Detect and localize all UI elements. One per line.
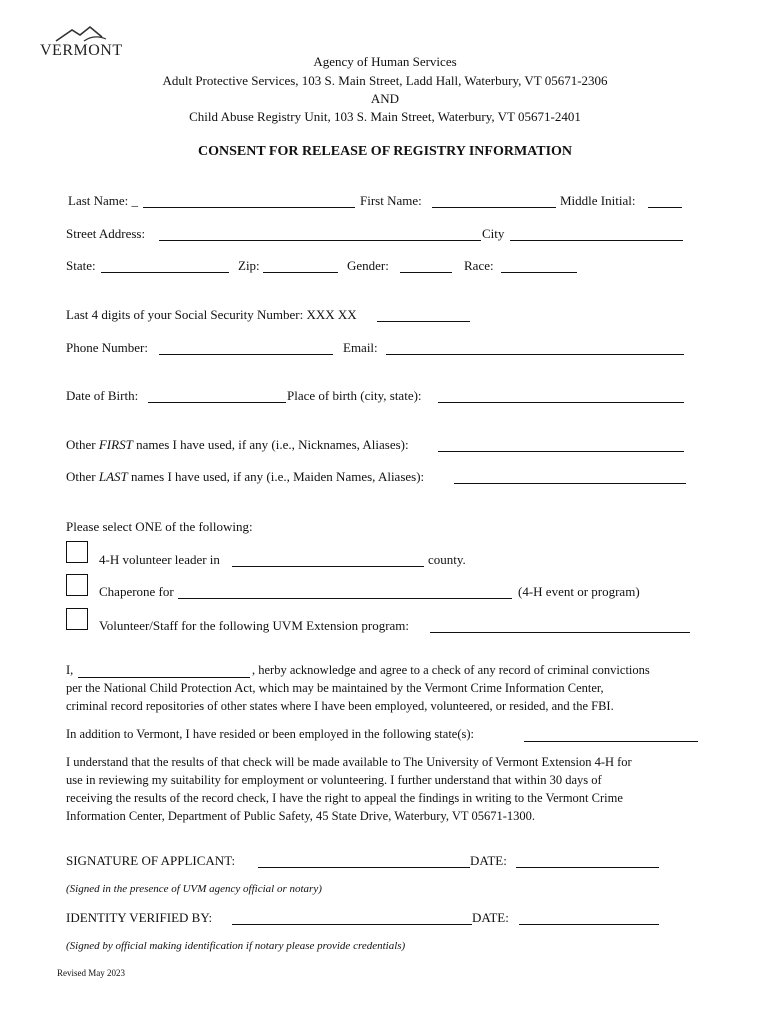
- phone-field[interactable]: [159, 354, 333, 355]
- city-field[interactable]: [510, 240, 683, 241]
- other-last-names-label: Other LAST names I have used, if any (i.e., Maiden Names, Aliases):: [66, 469, 425, 484]
- last-name-field[interactable]: [143, 207, 355, 208]
- date2-field[interactable]: [519, 924, 659, 925]
- acknowledge-name-field[interactable]: [78, 677, 250, 678]
- acknowledge-prefix: I,: [66, 663, 74, 677]
- ssn-field[interactable]: [377, 321, 470, 322]
- header-aps-address: Adult Protective Services, 103 S. Main Street, Ladd Hall, Waterbury, VT 05671-2306: [162, 73, 608, 88]
- option-leader-county-label: county.: [428, 552, 466, 567]
- middle-initial-field[interactable]: [648, 207, 682, 208]
- applicant-signature-label: SIGNATURE OF APPLICANT:: [66, 853, 236, 868]
- phone-label: Phone Number:: [66, 340, 148, 355]
- state-field[interactable]: [101, 272, 229, 273]
- option-staff-checkbox[interactable]: [66, 608, 88, 630]
- middle-initial-label: Middle Initial:: [560, 193, 636, 208]
- zip-field[interactable]: [263, 272, 338, 273]
- header-registry-address: Child Abuse Registry Unit, 103 S. Main Street, Waterbury, VT 05671-2401: [189, 109, 581, 124]
- dob-field[interactable]: [148, 402, 286, 403]
- street-address-field[interactable]: [159, 240, 481, 241]
- option-chaperone-checkbox[interactable]: [66, 574, 88, 596]
- acknowledge-line2: per the National Child Protection Act, which may be maintained by the Vermont Crime Information Center,: [66, 681, 604, 695]
- option-chaperone-suffix: (4-H event or program): [518, 584, 640, 599]
- identity-verified-label: IDENTITY VERIFIED BY:: [66, 910, 213, 925]
- other-first-names-field[interactable]: [438, 451, 684, 452]
- understand-line2: use in reviewing my suitability for employment or volunteering. I further understand that within 30 days of: [66, 773, 602, 787]
- gender-field[interactable]: [400, 272, 452, 273]
- select-prompt: Please select ONE of the following:: [66, 519, 253, 534]
- logo-text: VERMONT: [40, 42, 123, 59]
- option-leader-label: 4-H volunteer leader in: [99, 552, 220, 567]
- chaperone-event-field[interactable]: [178, 598, 512, 599]
- acknowledge-text: , herby acknowledge and agree to a check of any record of criminal convictions: [252, 663, 650, 677]
- first-name-label: First Name:: [360, 193, 422, 208]
- header-and: AND: [370, 91, 400, 106]
- revised-date: Revised May 2023: [57, 968, 125, 978]
- last-name-label: Last Name: _: [68, 193, 139, 208]
- date1-label: DATE:: [470, 853, 507, 868]
- first-name-field[interactable]: [432, 207, 556, 208]
- ssn-label: Last 4 digits of your Social Security Number: XXX XX: [66, 307, 357, 322]
- county-field[interactable]: [232, 566, 424, 567]
- email-field[interactable]: [386, 354, 684, 355]
- option-chaperone-label: Chaperone for: [99, 584, 174, 599]
- gender-label: Gender:: [347, 258, 389, 273]
- race-label: Race:: [464, 258, 494, 273]
- mountain-icon: [54, 24, 134, 44]
- race-field[interactable]: [501, 272, 577, 273]
- page-title: CONSENT FOR RELEASE OF REGISTRY INFORMATION: [197, 144, 573, 159]
- city-label: City: [482, 226, 505, 241]
- header-agency: Agency of Human Services: [313, 54, 457, 69]
- understand-line4: Information Center, Department of Public Safety, 45 State Drive, Waterbury, VT 05671-1300.: [66, 809, 535, 823]
- state-label: State:: [66, 258, 96, 273]
- option-leader-checkbox[interactable]: [66, 541, 88, 563]
- signature-note-2: (Signed by official making identification if notary please provide credentials): [66, 940, 406, 952]
- applicant-signature-field[interactable]: [258, 867, 470, 868]
- place-of-birth-field[interactable]: [438, 402, 684, 403]
- option-staff-label: Volunteer/Staff for the following UVM Extension program:: [99, 618, 410, 633]
- zip-label: Zip:: [238, 258, 260, 273]
- acknowledge-line3: criminal record repositories of other states where I have been employed, volunteered, or resided, and the FBI.: [66, 699, 614, 713]
- street-address-label: Street Address:: [66, 226, 146, 241]
- place-of-birth-label: Place of birth (city, state):: [287, 388, 422, 403]
- signature-note-1: (Signed in the presence of UVM agency official or notary): [66, 883, 322, 895]
- dob-label: Date of Birth:: [66, 388, 139, 403]
- extension-program-field[interactable]: [430, 632, 690, 633]
- other-last-names-field[interactable]: [454, 483, 686, 484]
- date2-label: DATE:: [472, 910, 509, 925]
- understand-line1: I understand that the results of that check will be made available to The University of Vermont Extension 4-H for: [66, 755, 632, 769]
- email-label: Email:: [343, 340, 378, 355]
- other-states-field[interactable]: [524, 741, 698, 742]
- identity-verified-field[interactable]: [232, 924, 472, 925]
- understand-line3: receiving the results of the record check, I have the right to appeal the findings in writing to the Vermont Crime: [66, 791, 623, 805]
- date1-field[interactable]: [516, 867, 659, 868]
- other-first-names-label: Other FIRST names I have used, if any (i.e., Nicknames, Aliases):: [66, 437, 409, 452]
- other-states-label: In addition to Vermont, I have resided or been employed in the following state(s):: [66, 727, 475, 741]
